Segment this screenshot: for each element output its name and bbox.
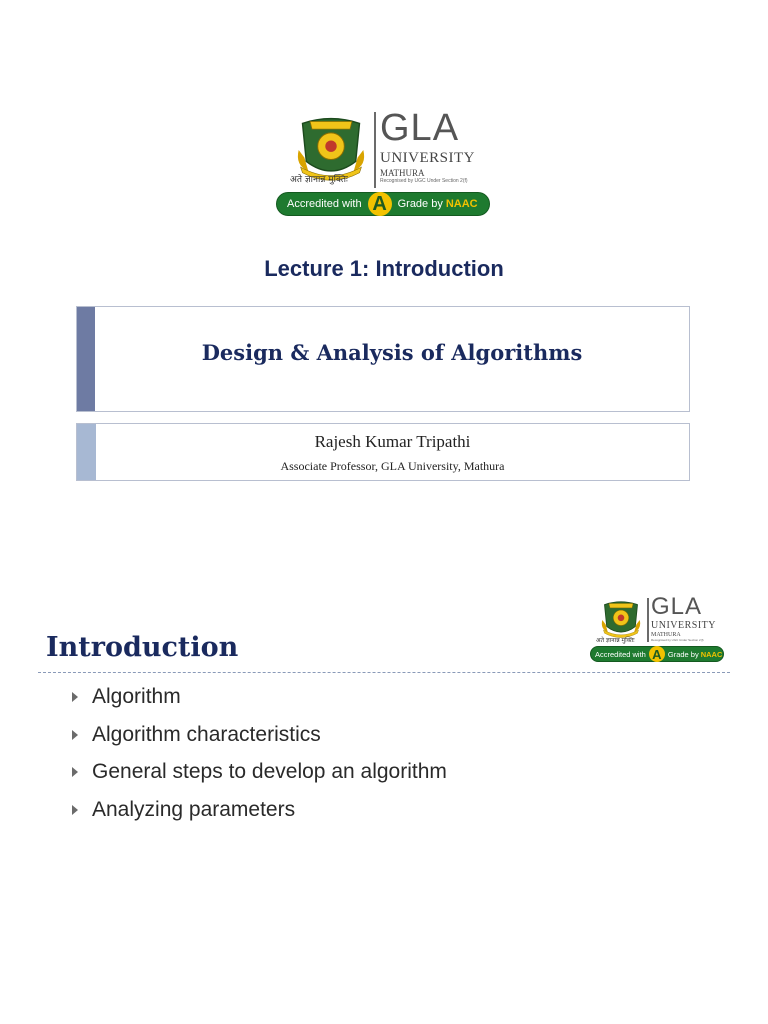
author-name: Rajesh Kumar Tripathi (314, 432, 471, 451)
badge-suffix: Grade by (397, 198, 443, 210)
logo-recognition: Recognised by UGC Under Section 2(f) (380, 178, 468, 184)
logo-name: GLA (380, 107, 460, 149)
list-item-label: Algorithm characteristics (92, 722, 321, 746)
list-item-label: Algorithm (92, 685, 181, 708)
course-title: Design & Analysis of Algorithms (201, 340, 583, 365)
badge-accreditor: NAAC (700, 649, 723, 659)
logo-divider (374, 112, 376, 188)
triangle-right-icon (72, 805, 78, 815)
triangle-right-icon (72, 730, 78, 740)
badge-accreditor: NAAC (445, 198, 478, 210)
logo-recognition: Recognised by UGC Under Section 2(f) (651, 638, 704, 642)
triangle-right-icon (72, 767, 78, 777)
logo-name: GLA (651, 593, 703, 620)
accreditation-badge (276, 192, 490, 216)
logo-divider (647, 598, 649, 642)
list-item (70, 795, 447, 833)
badge-suffix: Grade by (667, 649, 699, 659)
logo-motto: अते ज्ञानान्न मुक्तिः (290, 175, 348, 185)
triangle-right-icon (72, 692, 78, 702)
section-heading: Introduction (46, 632, 239, 663)
list-item (70, 757, 447, 795)
topic-list (70, 682, 447, 832)
author-box (76, 423, 690, 481)
logo-motto: अते ज्ञानान्न मुक्तिः (596, 637, 635, 644)
list-item-label: Analyzing parameters (92, 797, 296, 821)
author-accent-bar (77, 424, 96, 480)
badge-prefix: Accredited with (287, 198, 362, 210)
accreditation-badge (590, 646, 724, 662)
list-item-label: General steps to develop an algorithm (92, 760, 447, 783)
badge-grade: A (649, 646, 665, 662)
course-title-box (76, 306, 690, 412)
logo-university: UNIVERSITY (651, 620, 716, 631)
title-accent-bar (77, 307, 95, 411)
author-role: Associate Professor, GLA University, Mathura (280, 459, 505, 473)
logo-city: MATHURA (380, 168, 425, 178)
logo-city: MATHURA (651, 632, 681, 638)
lecture-title: Lecture 1: Introduction (264, 256, 504, 281)
gla-university-logo (288, 108, 498, 220)
badge-grade: A (368, 192, 392, 216)
badge-prefix: Accredited with (595, 649, 646, 659)
gla-university-logo-small (592, 593, 726, 666)
logo-university: UNIVERSITY (380, 150, 475, 166)
heading-divider (38, 672, 730, 673)
list-item (70, 720, 447, 758)
list-item (70, 682, 447, 720)
